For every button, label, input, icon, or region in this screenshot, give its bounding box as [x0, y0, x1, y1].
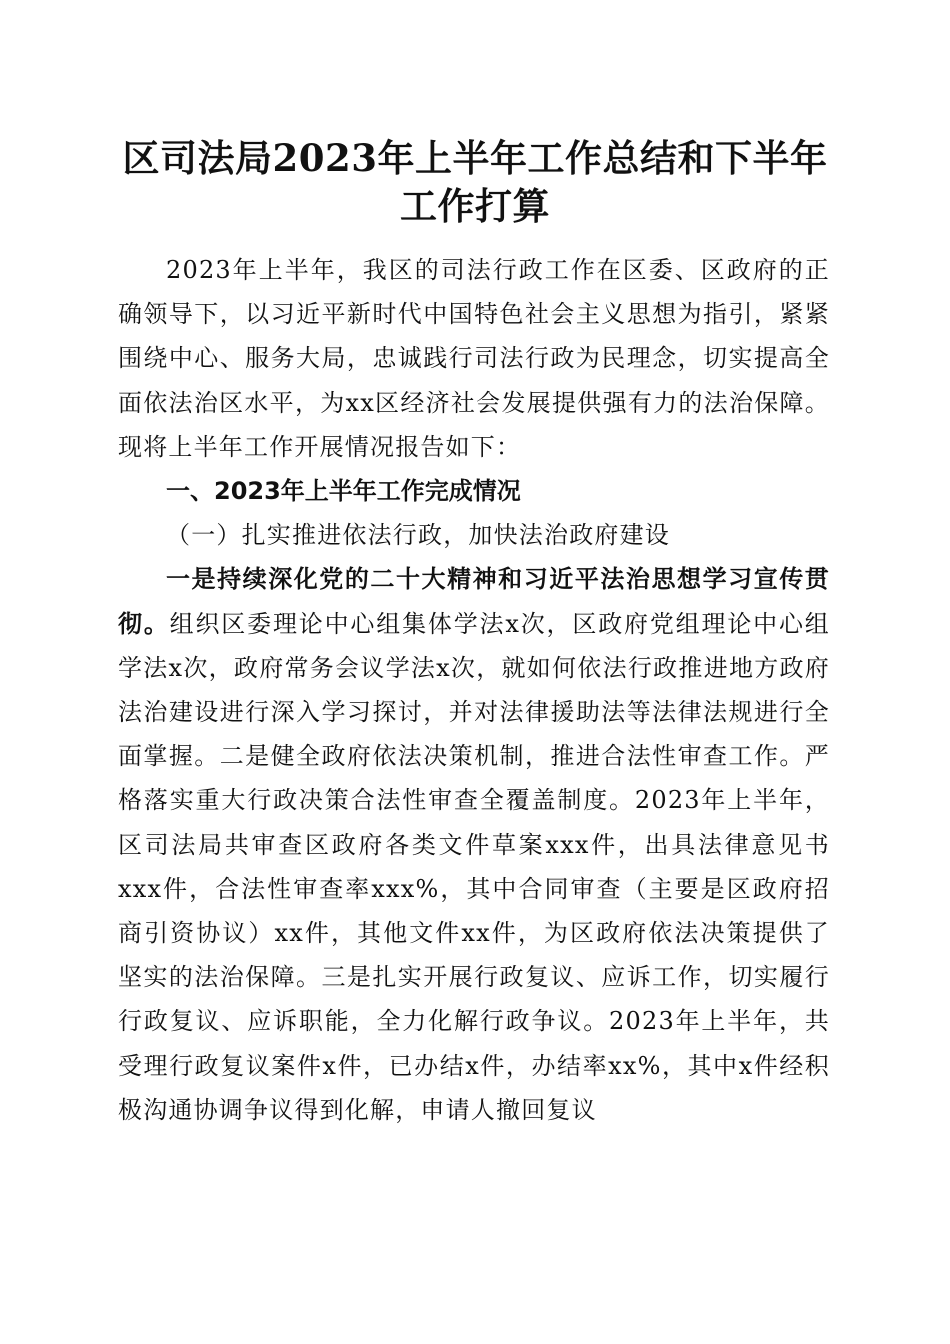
section-heading: 一、2023年上半年工作完成情况: [166, 477, 521, 506]
paragraph-lead: 一是持续深化党的二十大精神和习近平法治思想学习宣传贯彻。: [118, 564, 830, 638]
document-title: 区司法局2023年上半年工作总结和下半年工作打算: [122, 136, 828, 228]
subsection-heading: （一）扎实推进依法行政，加快法治政府建设: [166, 521, 670, 550]
document-body: [118, 248, 830, 1132]
body-paragraph: [118, 557, 830, 1132]
paragraph-text: 组织区委理论中心组集体学法x次，区政府党组理论中心组学法x次，政府常务会议学法x次，就如何依法行政推进地方政府法治建设进行深入学习探讨，并对法律援助法等法律法规进行全面掌握。二是健全政府依法决策机制，推进合法性审查工作。严格落实重大行政决策合法性审查全覆盖制度。2023年上半年，区司法局共审查区政府各类文件草案xxx件，出具法律意见书xxx件，合法性审查率xxx%，其中合同审查（主要是区政府招商引资协议）xx件，其他文件xx件，为区政府依法决策提供了坚实的法治保障。三是扎实开展行政复议、应诉工作，切实履行行政复议、应诉职能，全力化解行政争议。2023年上半年，共受理行政复议案件x件，已办结x件，办结率xx%，其中x件经积极沟通协调争议得到化解，申请人撤回复议: [118, 609, 830, 1124]
intro-paragraph: 2023年上半年，我区的司法行政工作在区委、区政府的正确领导下，以习近平新时代中国特色社会主义思想为指引，紧紧围绕中心、服务大局，忠诚践行司法行政为民理念，切实提高全面依法治区水平，为xx区经济社会发展提供强有力的法治保障。现将上半年工作开展情况报告如下：: [118, 256, 830, 461]
